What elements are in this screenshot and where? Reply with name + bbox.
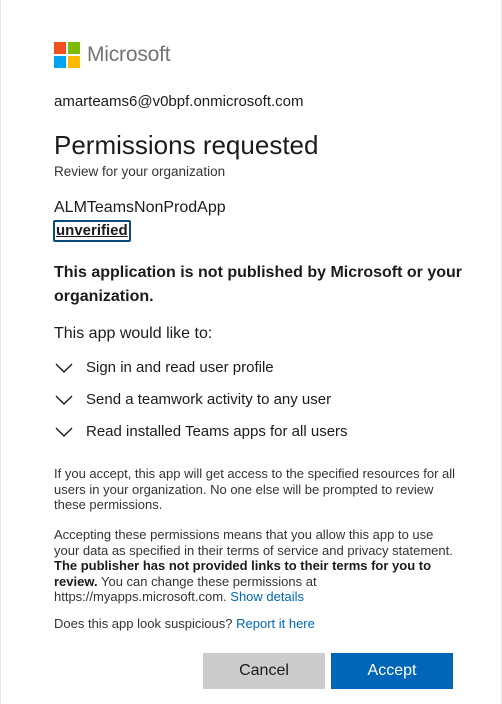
report-link[interactable]: Report it here: [236, 616, 315, 631]
account-email: amarteams6@v0bpf.onmicrosoft.com: [54, 93, 304, 110]
unverified-link[interactable]: unverified: [53, 220, 131, 242]
terms-paragraph: [54, 527, 459, 605]
logo-square-yellow: [68, 56, 80, 68]
publisher-warning: This application is not published by Microsoft or your organization.: [54, 264, 463, 305]
suspicious-paragraph: [54, 616, 459, 632]
permission-label: Send a teamwork activity to any user: [86, 391, 332, 408]
permission-item-teams-apps[interactable]: [54, 423, 348, 440]
accept-button[interactable]: Accept: [331, 653, 453, 689]
cancel-button[interactable]: Cancel: [203, 653, 325, 689]
permission-item-sign-in[interactable]: [54, 359, 274, 376]
terms-bold-text: The publisher has not provided links to their terms for you to review.: [54, 558, 432, 589]
logo-square-blue: [54, 56, 66, 68]
page-subtitle: Review for your organization: [54, 164, 226, 179]
permission-label: Sign in and read user profile: [86, 359, 274, 376]
show-details-link[interactable]: Show details: [230, 589, 304, 604]
brand-name: Microsoft: [87, 43, 171, 66]
chevron-down-icon: [54, 394, 74, 406]
suspicious-text: Does this app look suspicious?: [54, 616, 237, 631]
app-name: ALMTeamsNonProdApp: [54, 199, 226, 216]
microsoft-logo: [54, 42, 170, 68]
chevron-down-icon: [54, 426, 74, 438]
chevron-down-icon: [54, 362, 74, 374]
permission-label: Read installed Teams apps for all users: [86, 423, 348, 440]
terms-text-2: You can change these permissions at https://myapps.microsoft.com.: [54, 573, 317, 604]
page-title: Permissions requested: [54, 130, 319, 160]
permission-item-teamwork-activity[interactable]: [54, 391, 331, 408]
microsoft-logo-icon: [54, 42, 80, 68]
accept-note: If you accept, this app will get access to the specified resources for all users in your organization. No one else will be prompted to review these permissions.: [54, 466, 456, 512]
terms-text-1: Accepting these permissions means that you allow this app to use your data as specified in their terms of service and privacy statement.: [54, 527, 453, 558]
permissions-intro: This app would like to:: [54, 325, 213, 342]
logo-square-green: [68, 42, 80, 54]
logo-square-red: [54, 42, 66, 54]
